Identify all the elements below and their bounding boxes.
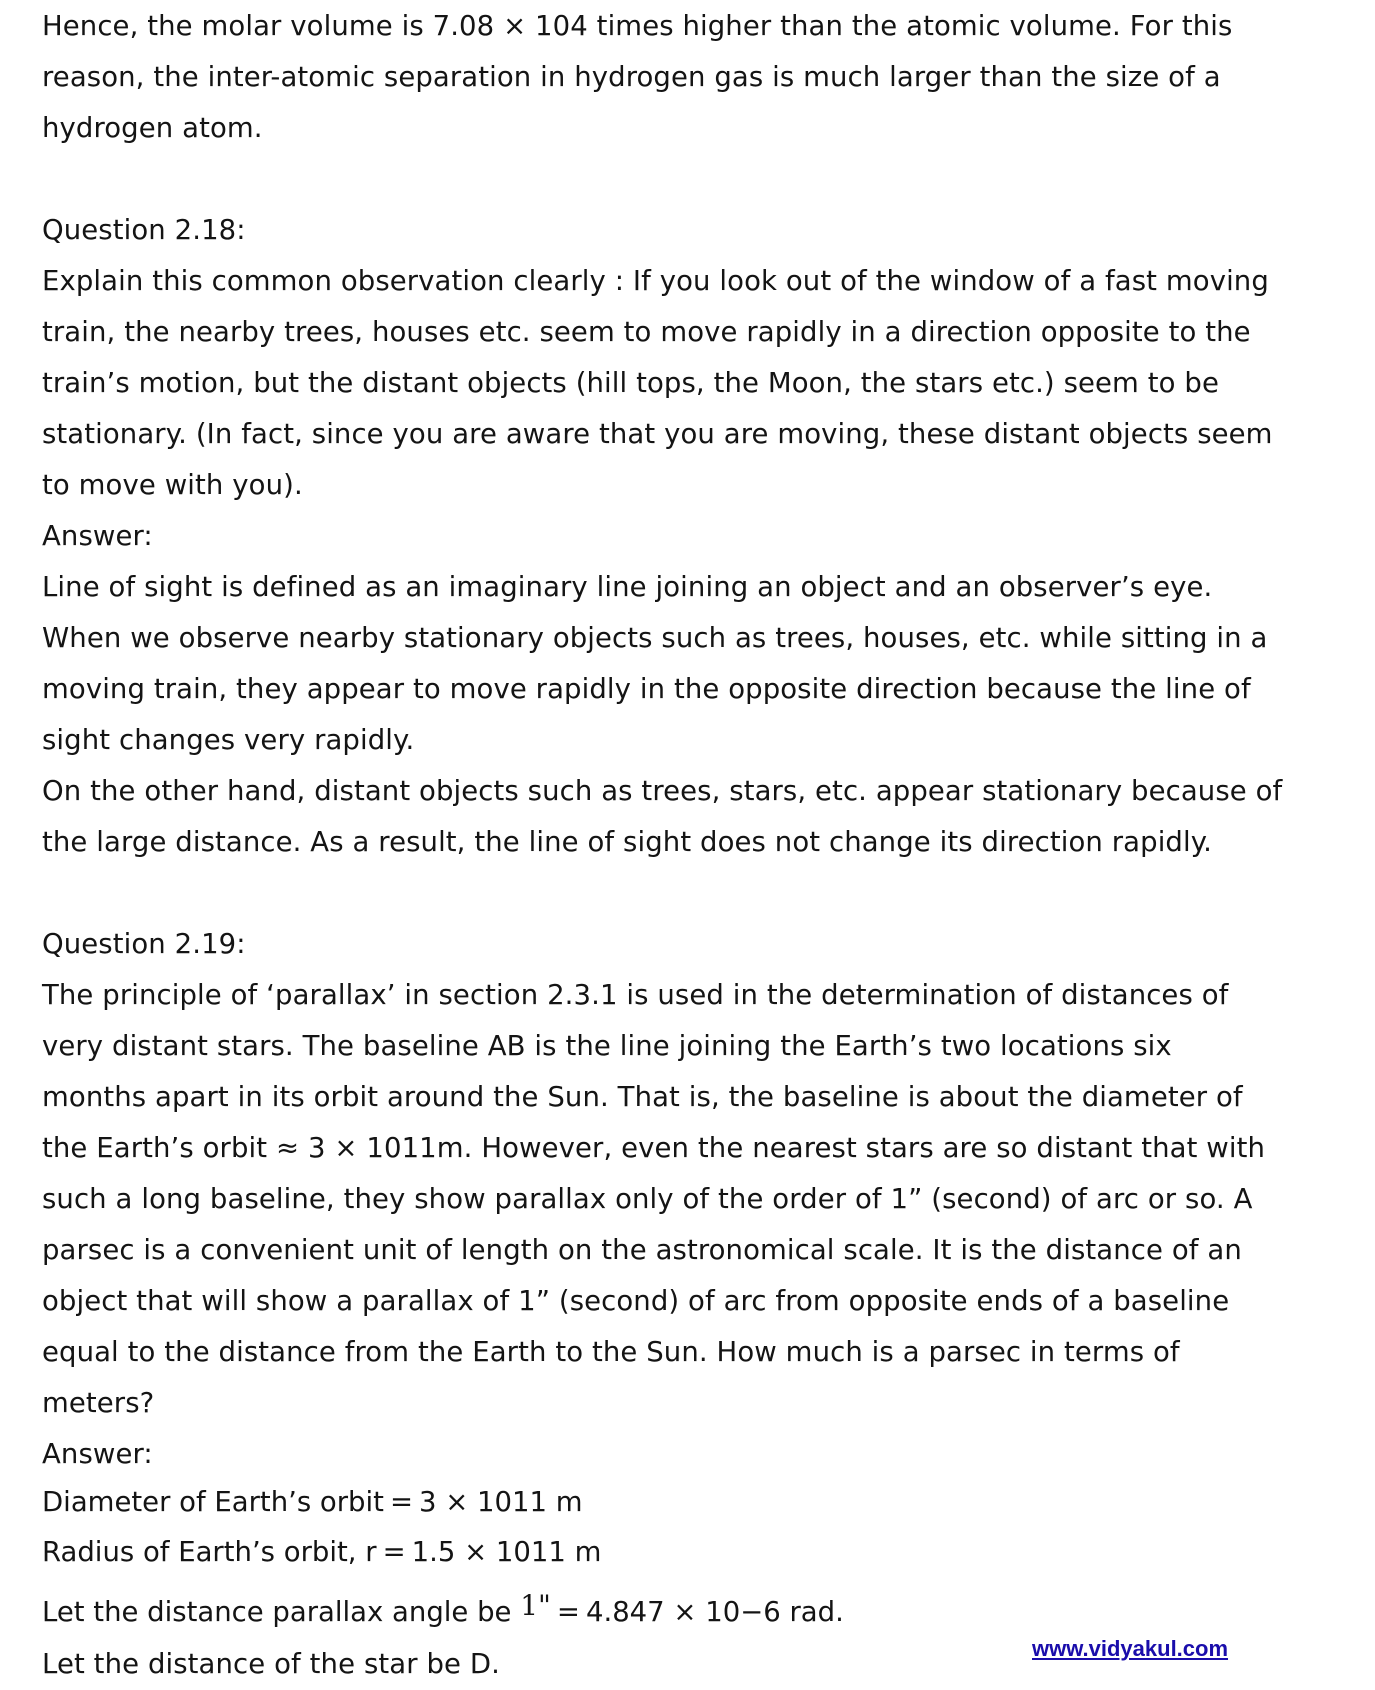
- question-line: very distant stars. The baseline AB is the line joining the Earth’s two locations six: [42, 1030, 1172, 1062]
- question-line: such a long baseline, they show parallax only of the order of 1” (second) of arc or so. A: [42, 1183, 1253, 1215]
- answer-line: moving train, they appear to move rapidly in the opposite direction because the line of: [42, 673, 1251, 705]
- angle-label: Let the distance parallax angle be: [42, 1596, 512, 1628]
- radius-label: Radius of Earth’s orbit, r: [42, 1536, 377, 1568]
- question-heading: Question 2.19:: [42, 928, 246, 960]
- spacer: [42, 868, 1342, 919]
- question-line: months apart in its orbit around the Sun. That is, the baseline is about the diameter of: [42, 1081, 1243, 1113]
- distance-line: Let the distance of the star be D.: [42, 1648, 500, 1680]
- question-2-18: [42, 205, 1342, 868]
- angle-value: 4.847 × 10−6 rad.: [585, 1596, 844, 1628]
- spacer: [42, 154, 1342, 205]
- answer-line: When we observe nearby stationary objects such as trees, houses, etc. while sitting in a: [42, 622, 1268, 654]
- answer-line: sight changes very rapidly.: [42, 724, 415, 756]
- document-page: [42, 0, 1342, 1690]
- question-line: The principle of ‘parallax’ in section 2.3.1 is used in the determination of distances of: [42, 979, 1229, 1011]
- question-line: to move with you).: [42, 469, 303, 501]
- answer-line: On the other hand, distant objects such as trees, stars, etc. appear stationary because of: [42, 775, 1283, 807]
- equals-sign: =: [389, 1486, 413, 1518]
- question-line: object that will show a parallax of 1” (second) of arc from opposite ends of a baseline: [42, 1285, 1230, 1317]
- question-line: the Earth’s orbit ≈ 3 × 1011m. However, even the nearest stars are so distant that with: [42, 1132, 1266, 1164]
- radius-value: 1.5 × 1011 m: [411, 1536, 602, 1568]
- answer-label: Answer:: [42, 1438, 153, 1470]
- question-line: meters?: [42, 1387, 155, 1419]
- equals-sign: =: [556, 1596, 580, 1628]
- answer-label: Answer:: [42, 520, 153, 552]
- text-line: reason, the inter-atomic separation in hydrogen gas is much larger than the size of a: [42, 61, 1221, 93]
- equals-sign: =: [382, 1536, 406, 1568]
- radius-formula: [42, 1527, 1342, 1578]
- angle-formula: [42, 1585, 1342, 1639]
- question-line: train’s motion, but the distant objects (hill tops, the Moon, the stars etc.) seem to be: [42, 367, 1220, 399]
- footer-website-link[interactable]: www.vidyakul.com: [1032, 1636, 1229, 1661]
- question-line: train, the nearby trees, houses etc. seem to move rapidly in a direction opposite to the: [42, 316, 1251, 348]
- intro-paragraph: [42, 1, 1342, 154]
- question-heading: Question 2.18:: [42, 214, 246, 246]
- answer-line: the large distance. As a result, the line of sight does not change its direction rapidly.: [42, 826, 1213, 858]
- answer-line: Line of sight is defined as an imaginary line joining an object and an observer’s eye.: [42, 571, 1213, 603]
- question-2-19: [42, 919, 1342, 1690]
- diameter-label: Diameter of Earth’s orbit: [42, 1486, 384, 1518]
- diameter-value: 3 × 1011 m: [418, 1486, 583, 1518]
- text-line: Hence, the molar volume is 7.08 × 104 times higher than the atomic volume. For this: [42, 10, 1233, 42]
- text-line: hydrogen atom.: [42, 112, 263, 144]
- diameter-formula: [42, 1477, 1342, 1528]
- question-line: parsec is a convenient unit of length on the astronomical scale. It is the distance of an: [42, 1234, 1242, 1266]
- question-line: equal to the distance from the Earth to the Sun. How much is a parsec in terms of: [42, 1336, 1180, 1368]
- question-line: Explain this common observation clearly : If you look out of the window of a fast moving: [42, 265, 1269, 297]
- angle-symbol: 1": [520, 1589, 551, 1622]
- question-line: stationary. (In fact, since you are aware that you are moving, these distant objects seem: [42, 418, 1273, 450]
